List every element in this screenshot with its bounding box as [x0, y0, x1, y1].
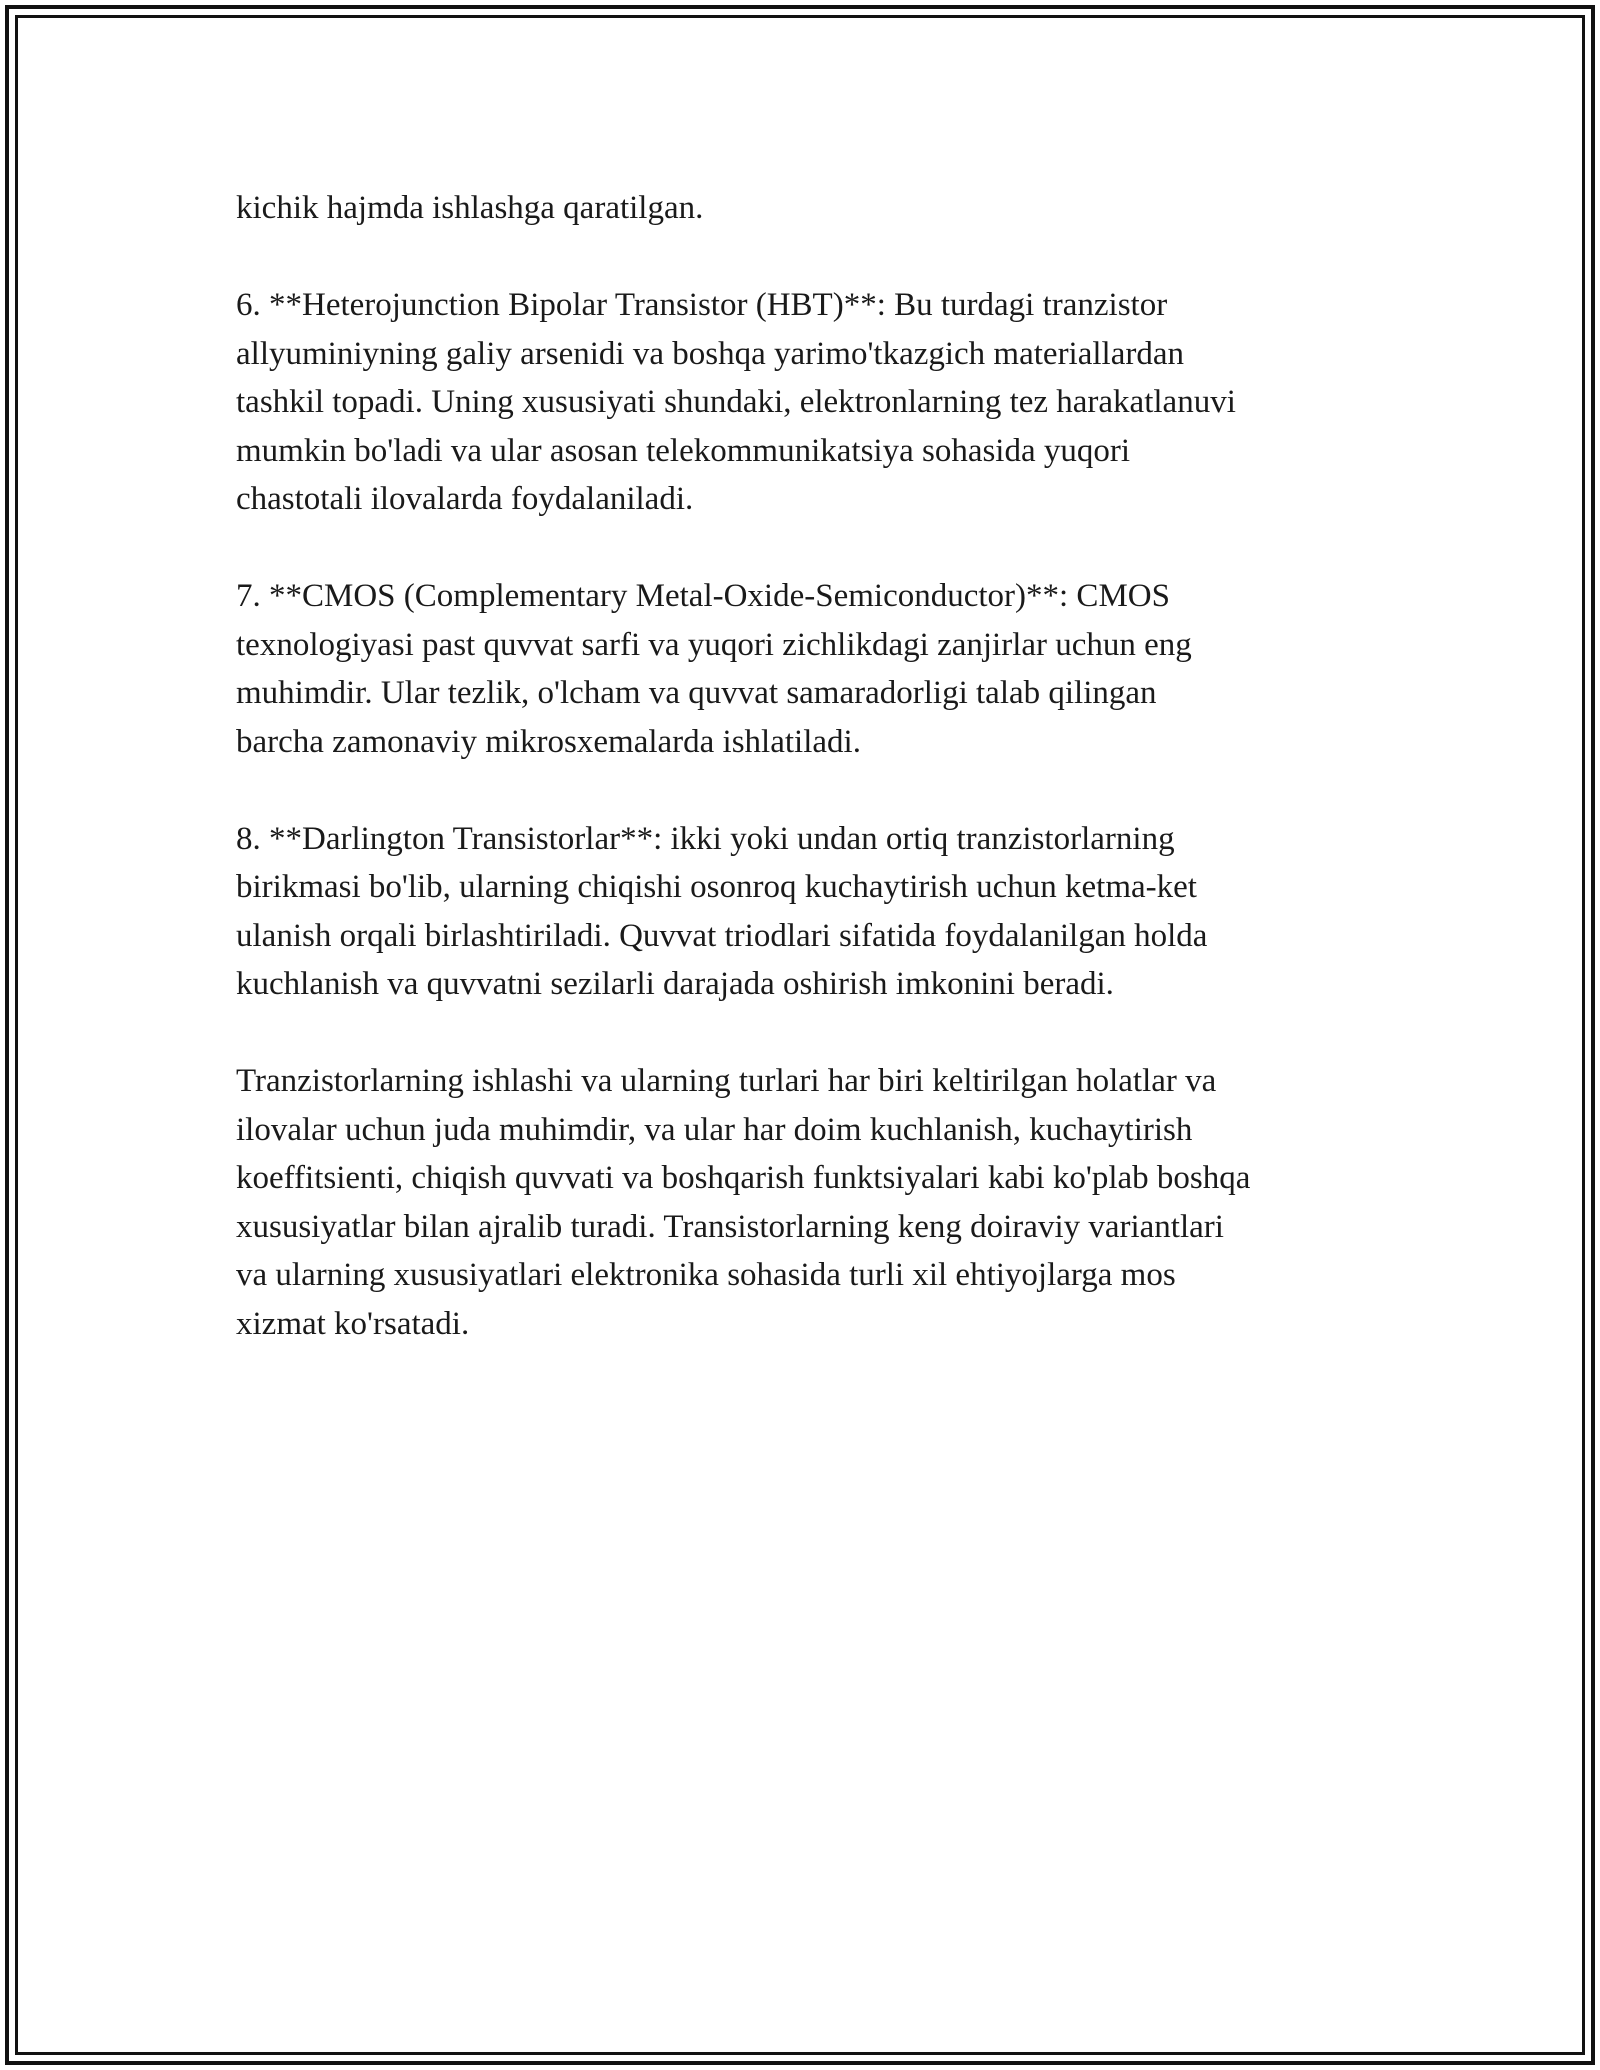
paragraph-continuation: kichik hajmda ishlashga qaratilgan. — [236, 190, 704, 226]
paragraph-conclusion: Tranzistorlarning ishlashi va ularning turlari har biri keltirilgan holatlar va ilovalar uchun juda muhimdir, va ular har doim kuchlanish, kuchaytirish koeffitsienti, chiqish quvvati va boshqarish funktsiyalari kabi ko'plab boshqa xususiyatlar bilan ajralib turadi. Transistorlarning keng doiraviy variantlari va ularning xususiyatlari elektronika sohasida turli xil ehtiyojlarga mos xizmat ko'rsatadi. — [236, 1063, 1251, 1342]
document-body — [236, 184, 1386, 1397]
paragraph-cmos: 7. **CMOS (Complementary Metal-Oxide-Semiconductor)**: CMOS texnologiyasi past quvvat sarfi va yuqori zichlikdagi zanjirlar uchun eng muhimdir. Ular tezlik, o'lcham va quvvat samaradorligi talab qilingan barcha zamonaviy mikrosxemalarda ishlatiladi. — [236, 578, 1192, 760]
paragraph-hbt: 6. **Heterojunction Bipolar Transistor (HBT)**: Bu turdagi tranzistor allyuminiyning galiy arsenidi va boshqa yarimo'tkazgich materiallardan tashkil topadi. Uning xususiyati shundaki, elektronlarning tez harakatlanuvi mumkin bo'ladi va ular asosan telekommunikatsiya sohasida yuqori chastotali ilovalarda foydalaniladi. — [236, 287, 1236, 517]
paragraph-darlington: 8. **Darlington Transistorlar**: ikki yoki undan ortiq tranzistorlarning birikmasi bo'lib, ularning chiqishi osonroq kuchaytirish uchun ketma-ket ulanish orqali birlashtiriladi. Quvvat triodlari sifatida foydalanilgan holda kuchlanish va quvvatni sezilarli darajada oshirish imkonini beradi. — [236, 820, 1208, 1002]
